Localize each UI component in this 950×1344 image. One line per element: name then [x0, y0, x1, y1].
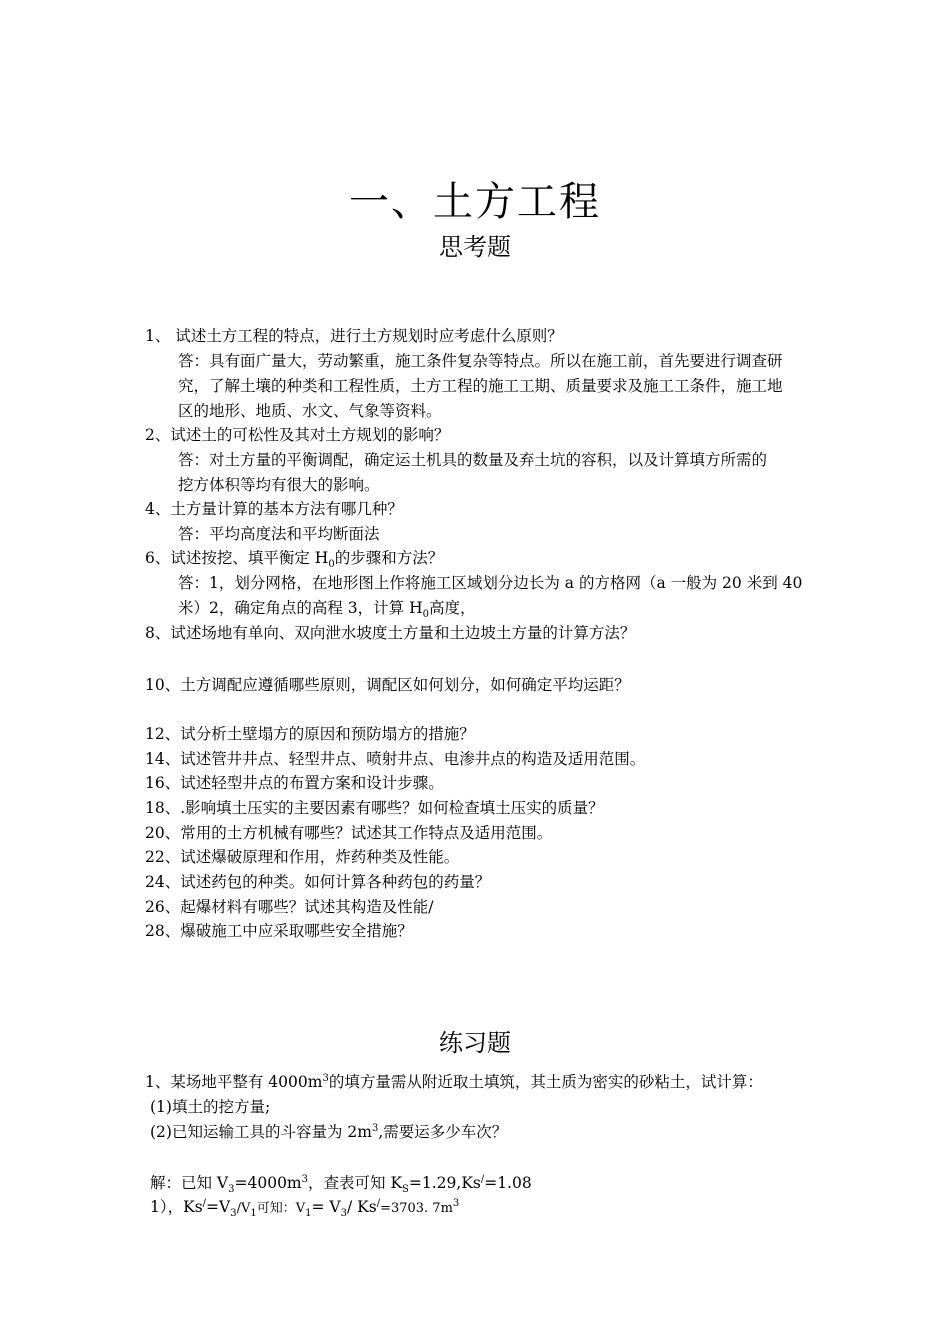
solution-2-text-g: =3703. 7m: [380, 1201, 453, 1216]
question-28: 28、爆破施工中应采取哪些安全措施？: [145, 922, 413, 940]
question-1: 1、 试述土方工程的特点，进行土方规划时应考虑什么原则？: [145, 327, 563, 345]
answer-2-line-2: 挖方体积等均有很大的影响。: [178, 476, 380, 494]
solution-1-text-e: =1.08: [484, 1174, 532, 1192]
answer-6-line-2: [178, 597, 476, 619]
question-6-subscript: 0: [328, 559, 335, 571]
solution-1-text-c: ，查表可知 K: [308, 1174, 403, 1192]
solution-2-sub-v3: 3: [230, 1208, 237, 1220]
solution-2-text-e: = V: [311, 1198, 341, 1216]
question-24: 24、试述药包的种类。如何计算各种药包的药量？: [145, 873, 491, 891]
solution-2-text-d: 可知：V: [256, 1201, 306, 1216]
solution-1-sub-v3: 3: [228, 1184, 235, 1196]
section-title-exercises: 练习题: [439, 1029, 511, 1057]
answer-4-line-1: 答：平均高度法和平均断面法: [178, 525, 380, 543]
solution-1-text-b: =4000m: [234, 1174, 302, 1192]
question-22: 22、试述爆破原理和作用，炸药种类及性能。: [145, 848, 460, 866]
section-title-thinking-questions: 思考题: [439, 233, 511, 261]
exercise-1-part-2-text-b: ,需要运多少车次？: [378, 1123, 508, 1141]
solution-line-1: [150, 1172, 532, 1194]
solution-2-text-c: /V: [236, 1201, 251, 1216]
question-16: 16、试述轻型井点的布置方案和设计步骤。: [145, 774, 444, 792]
question-8: 8、试述场地有单向、双向泄水坡度土方量和土边坡土方量的计算方法？: [145, 624, 636, 642]
question-6-text-a: 6、试述按挖、填平衡定 H: [145, 549, 329, 567]
question-26: 26、起爆材料有哪些？试述其构造及性能/: [145, 898, 434, 916]
solution-line-2: [150, 1196, 459, 1220]
exercise-1-part-1: (1)填土的挖方量;: [150, 1098, 271, 1116]
solution-1-text-a: 解：已知 V: [150, 1174, 229, 1192]
solution-2-sup-prime: /: [202, 1197, 207, 1209]
chapter-title: 一、土方工程: [349, 179, 601, 225]
solution-2-sub-v1b: 1: [305, 1208, 312, 1220]
exercise-1-superscript: 3: [322, 1072, 329, 1084]
answer-6-subscript: 0: [422, 609, 429, 621]
question-18: 18、.影响填土压实的主要因素有哪些？如何检查填土压实的质量？: [145, 799, 604, 817]
question-14: 14、试述管井井点、轻型井点、喷射井点、电渗井点的构造及适用范围。: [145, 750, 646, 768]
question-20: 20、常用的土方机械有哪些？试述其工作特点及适用范围。: [145, 824, 553, 842]
solution-1-sup-prime: /: [480, 1173, 485, 1185]
exercise-1: [145, 1071, 763, 1093]
exercise-1-text-a: 1、某场地平整有 4000m: [145, 1073, 323, 1091]
solution-2-text-b: =V: [206, 1198, 231, 1216]
question-6-text-b: 的步骤和方法？: [334, 549, 444, 567]
answer-1-line-1: 答：具有面广量大，劳动繁重，施工条件复杂等特点。所以在施工前，首先要进行调查研: [178, 352, 783, 370]
solution-2-sup-m3: 3: [452, 1197, 460, 1209]
question-12: 12、试分析土壁塌方的原因和预防塌方的措施？: [145, 725, 475, 743]
solution-1-sup-m3: 3: [301, 1173, 309, 1185]
answer-1-line-2: 究，了解土壤的种类和工程性质，土方工程的施工工期、质量要求及施工工条件，施工地: [178, 377, 783, 395]
answer-6-text-b: 高度，: [428, 599, 476, 617]
exercise-1-text-b: 的填方量需从附近取土填筑，其土质为密实的砂粘土，试计算：: [328, 1073, 763, 1091]
exercise-1-part-2-superscript: 3: [371, 1122, 379, 1134]
answer-1-line-3: 区的地形、地质、水文、气象等资料。: [178, 402, 442, 420]
solution-1-text-d: =1.29,Ks: [408, 1174, 481, 1192]
answer-6-text-a: 米）2，确定角点的高程 3，计算 H: [178, 599, 423, 617]
solution-2-text-a: 1），Ks: [150, 1198, 203, 1216]
exercise-1-part-2: [150, 1121, 507, 1143]
answer-2-line-1: 答：对土方量的平衡调配，确定运土机具的数量及弃土坑的容积，以及计算填方所需的: [178, 451, 768, 469]
solution-2-sup-prime-2: /: [376, 1197, 381, 1209]
solution-1-sub-ks: S: [402, 1184, 409, 1196]
solution-2-sub-v1: 1: [250, 1208, 257, 1220]
question-6: [145, 547, 443, 569]
exercise-1-part-2-text-a: (2)已知运输工具的斗容量为 2m: [150, 1123, 372, 1141]
question-4: 4、土方量计算的基本方法有哪几种？: [145, 500, 403, 518]
solution-2-sub-v3b: 3: [340, 1208, 347, 1220]
question-2: 2、试述土的可松性及其对土方规划的影响？: [145, 426, 450, 444]
answer-6-line-1: 答：1，划分网格，在地形图上作将施工区域划分边长为 a 的方格网（a 一般为 20 米到 40: [178, 574, 803, 592]
question-10: 10、土方调配应遵循哪些原则，调配区如何划分，如何确定平均运距？: [145, 676, 630, 694]
solution-2-text-f: / Ks: [347, 1198, 377, 1216]
